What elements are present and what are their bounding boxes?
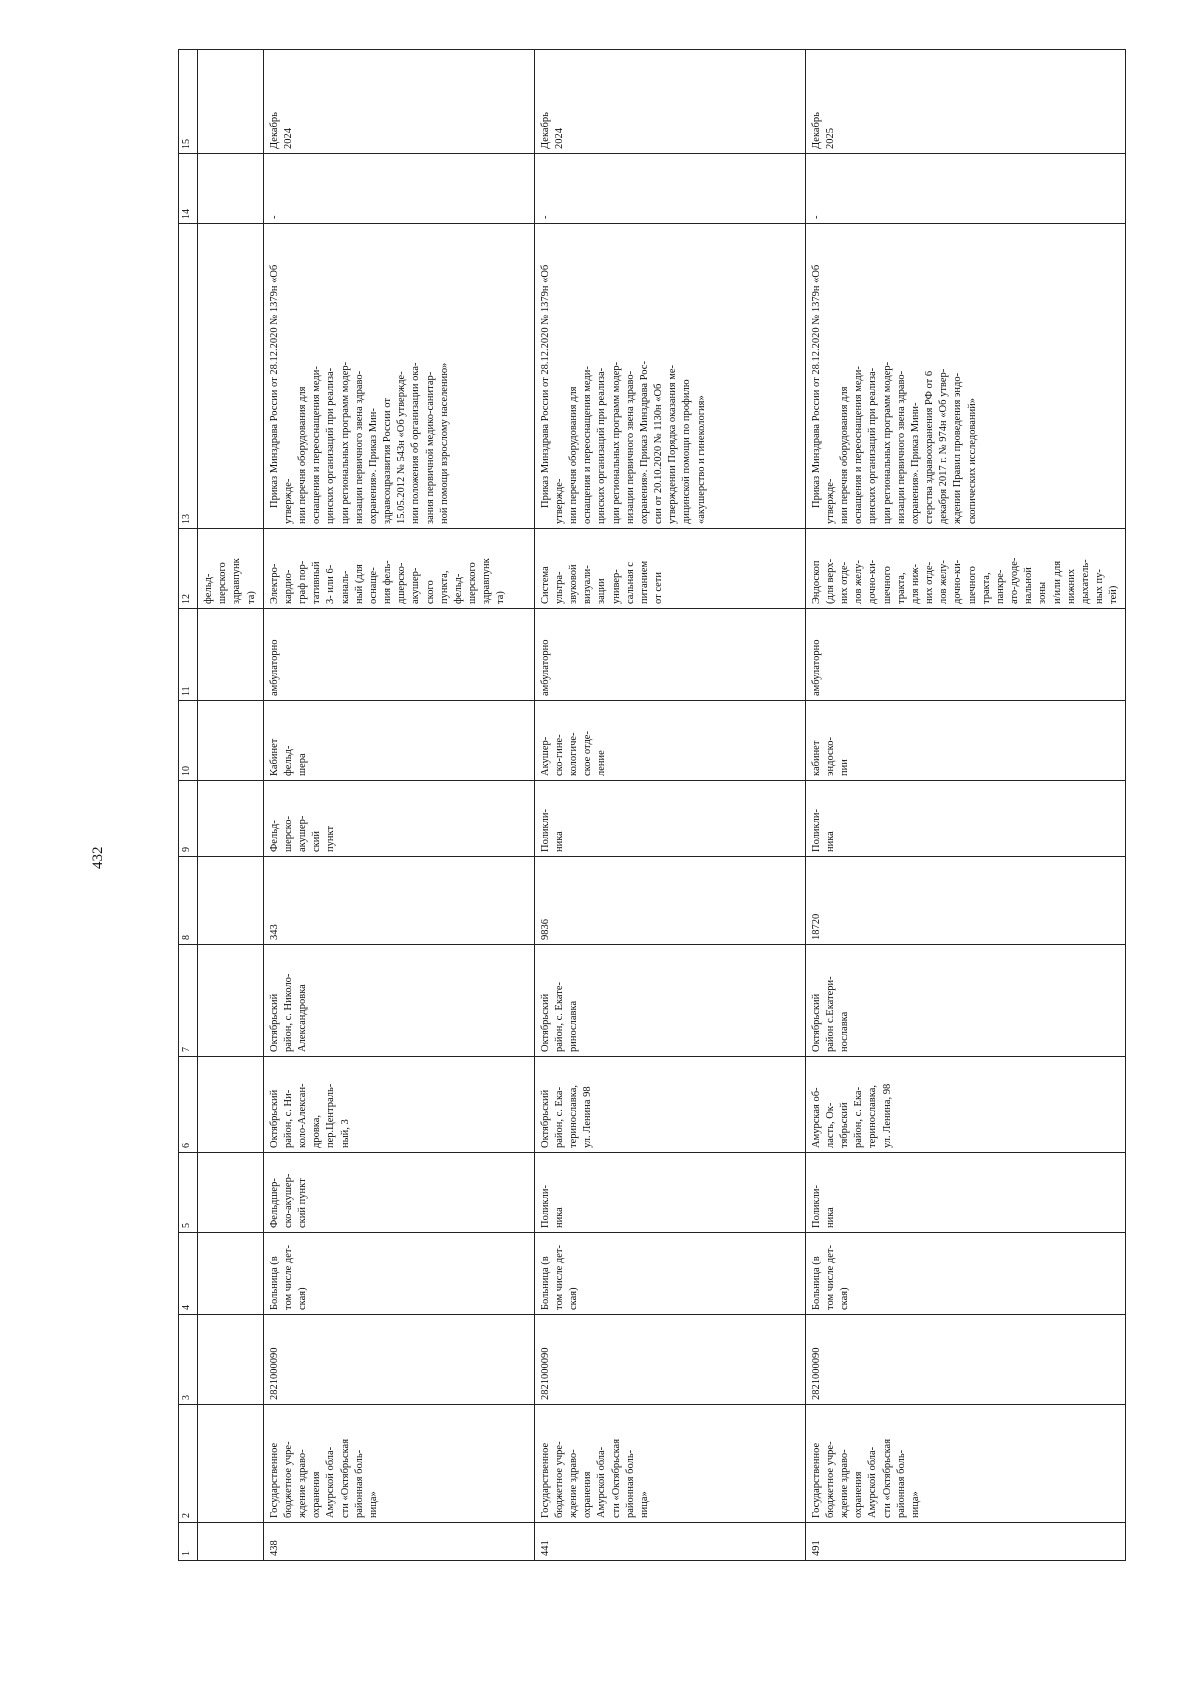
column-number: 6	[179, 1057, 198, 1153]
equipment-name-cell: Система ультра- звуковой визуали- зации универ- сальная с питанием от сети	[534, 529, 805, 609]
organization-name-cell: Государственное бюджетное учре- ждение здраво- охранения Амурской обла- сти «Октябрьская районная боль- ница»	[805, 1405, 1126, 1523]
regulatory-basis-cell: Приказ Минздрава России от 28.12.2020 № 1379н «Об утвержде- нии перечня оборудования для оснащения и переоснащения меди- цинских организаций при реализа- ции региональных программ модер- низации первичного звена здраво- охранения». Приказ Мини- стерства здравоохранения РФ от 6 декабря 2017 г. № 974н «Об утвер- ждении Правил проведения эндо- скопических исследований»	[805, 224, 1126, 529]
column-number: 10	[179, 701, 198, 781]
empty-cell	[198, 1523, 264, 1561]
ogrn-code-cell: 2821000090	[534, 1315, 805, 1405]
empty-cell	[198, 1057, 264, 1153]
row-number-cell: 441	[534, 1523, 805, 1561]
institution-type-cell: Больница (в том числе дет- ская)	[805, 1233, 1126, 1315]
institution-type-cell: Больница (в том числе дет- ская)	[534, 1233, 805, 1315]
table-row	[263, 50, 534, 1561]
empty-cell	[198, 224, 264, 529]
division-type-cell: Поликли- ника	[534, 1153, 805, 1233]
structural-unit-cell: Поликли- ника	[534, 781, 805, 857]
care-conditions-cell: амбулаторно	[805, 609, 1126, 701]
column-number: 13	[179, 224, 198, 529]
column-number: 1	[179, 1523, 198, 1561]
header-continuation-text: фельд- шерского здравпунк та)	[198, 529, 264, 609]
ogrn-code-cell: 2821000090	[805, 1315, 1126, 1405]
empty-cell	[198, 1153, 264, 1233]
quantity-cell: -	[805, 154, 1126, 224]
column-number: 3	[179, 1315, 198, 1405]
population-served-cell: 343	[263, 857, 534, 945]
table-row	[534, 50, 805, 1561]
row-number-cell: 491	[805, 1523, 1126, 1561]
column-number: 4	[179, 1233, 198, 1315]
locality-cell: Октябрьский район, с. Екате- ринославка	[534, 945, 805, 1057]
empty-cell	[198, 945, 264, 1057]
locality-cell: Октябрьский район с.Екатери- нославка	[805, 945, 1126, 1057]
quantity-cell: -	[263, 154, 534, 224]
deadline-cell: Декабрь 2024	[263, 50, 534, 154]
table-row	[805, 50, 1126, 1561]
division-address-cell: Октябрьский район, с. Ни- коло-Алексан- дровка, пер.Централь- ный, 3	[263, 1057, 534, 1153]
column-number: 5	[179, 1153, 198, 1233]
column-number: 11	[179, 609, 198, 701]
column-number: 9	[179, 781, 198, 857]
care-conditions-cell: амбулаторно	[263, 609, 534, 701]
header-continuation-row	[198, 50, 264, 1561]
rotated-table-sheet	[178, 50, 1120, 1561]
division-address-cell: Амурская об- ласть, Ок- тябрьский район, с. Ека- теринославка, ул. Ленина, 98	[805, 1057, 1126, 1153]
empty-cell	[198, 609, 264, 701]
ogrn-code-cell: 2821000090	[263, 1315, 534, 1405]
column-number-row	[179, 50, 198, 1561]
department-cell: кабинет эндоско- пии	[805, 701, 1126, 781]
column-number: 12	[179, 529, 198, 609]
division-address-cell: Октябрьский район, с. Ека- теринославка, ул. Ленина 98	[534, 1057, 805, 1153]
column-number: 14	[179, 154, 198, 224]
row-number-cell: 438	[263, 1523, 534, 1561]
organization-name-cell: Государственное бюджетное учре- ждение здраво- охранения Амурской обла- сти «Октябрьская районная боль- ница»	[534, 1405, 805, 1523]
empty-cell	[198, 781, 264, 857]
institution-type-cell: Больница (в том числе дет- ская)	[263, 1233, 534, 1315]
column-number: 7	[179, 945, 198, 1057]
column-number: 15	[179, 50, 198, 154]
column-number: 8	[179, 857, 198, 945]
quantity-cell: -	[534, 154, 805, 224]
empty-cell	[198, 857, 264, 945]
equipment-name-cell: Эндоскоп (для верх- них отде- лов желу- дочно-ки- шечного тракта, для ниж- них отде- лов желу- дочно-ки- шечного тракта, панкре- ато-дуоде- нальной зоны и/или для нижних дыхатель- ных пу- тей)	[805, 529, 1126, 609]
population-served-cell: 18720	[805, 857, 1126, 945]
deadline-cell: Декабрь 2024	[534, 50, 805, 154]
column-number: 2	[179, 1405, 198, 1523]
care-conditions-cell: амбулаторно	[534, 609, 805, 701]
empty-cell	[198, 1315, 264, 1405]
department-cell: Кабинет фельд- шера	[263, 701, 534, 781]
empty-cell	[198, 1233, 264, 1315]
structural-unit-cell: Поликли- ника	[805, 781, 1126, 857]
page-number: 432	[90, 846, 106, 869]
regulatory-basis-cell: Приказ Минздрава России от 28.12.2020 № 1379н «Об утвержде- нии перечня оборудования для оснащения и переоснащения меди- цинских организаций при реализа- ции региональных программ модер- низации первичного звена здраво- охранения». Приказ Мин- здравсоцразвития России от 15.05.2012 № 543н «Об утвержде- нии положения об организации ока- зания первичной медико-санитар- ной помощи взрослому населению»	[263, 224, 534, 529]
empty-cell	[198, 50, 264, 154]
division-type-cell: Фельдшер- ско-акушер- ский пункт	[263, 1153, 534, 1233]
department-cell: Акушер- ско-гине- кологиче- ское отде- ление	[534, 701, 805, 781]
population-served-cell: 9836	[534, 857, 805, 945]
organization-name-cell: Государственное бюджетное учре- ждение здраво- охранения Амурской обла- сти «Октябрьская районная боль- ница»	[263, 1405, 534, 1523]
equipment-name-cell: Электро- кардио- граф пор- тативный 3- или 6- каналь- ный (для оснаще- ния фель- дшерско- акушер- ского пункта, фельд- шерского здравпунк та)	[263, 529, 534, 609]
division-type-cell: Поликли- ника	[805, 1153, 1126, 1233]
deadline-cell: Декабрь 2025	[805, 50, 1126, 154]
regulatory-basis-cell: Приказ Минздрава России от 28.12.2020 № 1379н «Об утвержде- нии перечня оборудования для оснащения и переоснащения меди- цинских организаций при реализа- ции региональных программ модер- низации первичного звена здраво- охранения». Приказ Минздрава Рос- сии от 20.10.2020 № 1130н «Об утверждении Порядка оказания ме- дицинской помощи по профилю «акушерство и гинекология»	[534, 224, 805, 529]
empty-cell	[198, 701, 264, 781]
empty-cell	[198, 154, 264, 224]
equipment-register-table	[178, 49, 1126, 1561]
empty-cell	[198, 1405, 264, 1523]
locality-cell: Октябрьский район, с. Николо- Александровка	[263, 945, 534, 1057]
structural-unit-cell: Фельд- шерско- акушер- ский пункт	[263, 781, 534, 857]
